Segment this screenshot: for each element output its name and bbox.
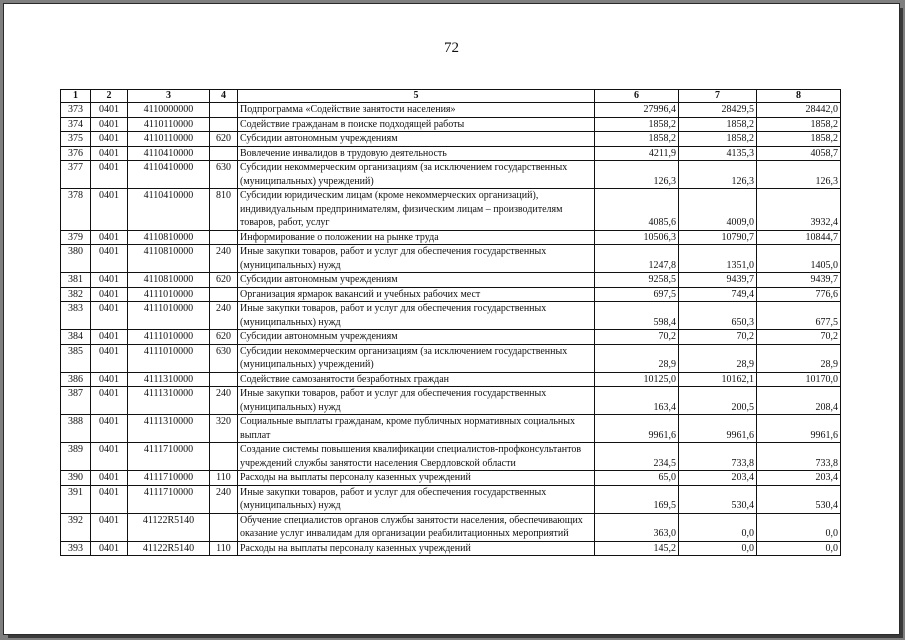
amount-year2-cell: 4009,0	[679, 189, 757, 231]
section-code-cell: 0401	[91, 117, 128, 132]
amount-year1-cell: 163,4	[595, 387, 679, 415]
target-article-cell: 4111710000	[128, 471, 210, 486]
table-row	[61, 132, 841, 147]
section-code-cell: 0401	[91, 415, 128, 443]
target-article-cell: 4111310000	[128, 387, 210, 415]
row-number-cell: 378	[61, 189, 91, 231]
section-code-cell: 0401	[91, 302, 128, 330]
description-cell: Субсидии юридическим лицам (кроме некоммерческих организаций), индивидуальным предпринимателям, физическим лицам – производителям товаров, работ, услуг	[238, 189, 595, 231]
row-number-cell: 383	[61, 302, 91, 330]
amount-year3-cell: 4058,7	[757, 146, 841, 161]
amount-year2-cell: 70,2	[679, 330, 757, 345]
target-article-cell: 4111010000	[128, 344, 210, 372]
target-article-cell: 4110110000	[128, 117, 210, 132]
section-code-cell: 0401	[91, 541, 128, 556]
row-number-cell: 381	[61, 273, 91, 288]
target-article-cell: 4110410000	[128, 146, 210, 161]
section-code-cell: 0401	[91, 230, 128, 245]
row-number-cell: 382	[61, 287, 91, 302]
amount-year3-cell: 28,9	[757, 344, 841, 372]
row-number-cell: 386	[61, 372, 91, 387]
amount-year2-cell: 0,0	[679, 513, 757, 541]
row-number-cell: 377	[61, 161, 91, 189]
amount-year2-cell: 10162,1	[679, 372, 757, 387]
description-cell: Субсидии автономным учреждениям	[238, 132, 595, 147]
section-code-cell: 0401	[91, 443, 128, 471]
page-number: 72	[444, 40, 459, 56]
row-number-cell: 393	[61, 541, 91, 556]
row-number-cell: 379	[61, 230, 91, 245]
table-row	[61, 146, 841, 161]
target-article-cell: 4110410000	[128, 189, 210, 231]
amount-year1-cell: 9258,5	[595, 273, 679, 288]
amount-year2-cell: 749,4	[679, 287, 757, 302]
header-cell-1: 1	[61, 90, 91, 103]
row-number-cell: 385	[61, 344, 91, 372]
amount-year3-cell: 70,2	[757, 330, 841, 345]
amount-year3-cell: 10170,0	[757, 372, 841, 387]
expense-type-cell	[210, 372, 238, 387]
table-row	[61, 245, 841, 273]
section-code-cell: 0401	[91, 330, 128, 345]
expense-type-cell: 620	[210, 330, 238, 345]
amount-year2-cell: 0,0	[679, 541, 757, 556]
amount-year1-cell: 1858,2	[595, 117, 679, 132]
target-article-cell: 4110410000	[128, 161, 210, 189]
expense-type-cell: 240	[210, 485, 238, 513]
expense-type-cell: 630	[210, 344, 238, 372]
amount-year3-cell: 776,6	[757, 287, 841, 302]
amount-year1-cell: 363,0	[595, 513, 679, 541]
header-cell-3: 3	[128, 90, 210, 103]
amount-year1-cell: 27996,4	[595, 103, 679, 118]
header-cell-5: 5	[238, 90, 595, 103]
target-article-cell: 41122R5140	[128, 541, 210, 556]
amount-year1-cell: 9961,6	[595, 415, 679, 443]
expense-type-cell: 320	[210, 415, 238, 443]
description-cell: Расходы на выплаты персоналу казенных учреждений	[238, 541, 595, 556]
row-number-cell: 373	[61, 103, 91, 118]
section-code-cell: 0401	[91, 132, 128, 147]
amount-year3-cell: 9439,7	[757, 273, 841, 288]
expense-type-cell: 620	[210, 273, 238, 288]
row-number-cell: 374	[61, 117, 91, 132]
row-number-cell: 392	[61, 513, 91, 541]
amount-year1-cell: 1858,2	[595, 132, 679, 147]
target-article-cell: 4111310000	[128, 415, 210, 443]
description-cell: Содействие самозанятости безработных граждан	[238, 372, 595, 387]
table-row	[61, 117, 841, 132]
expense-type-cell	[210, 443, 238, 471]
table-row	[61, 372, 841, 387]
budget-table	[60, 89, 841, 556]
header-row	[61, 90, 841, 103]
expense-type-cell: 240	[210, 302, 238, 330]
row-number-cell: 375	[61, 132, 91, 147]
amount-year3-cell: 10844,7	[757, 230, 841, 245]
table-row	[61, 513, 841, 541]
table-row	[61, 387, 841, 415]
amount-year1-cell: 65,0	[595, 471, 679, 486]
page-shadow-right	[900, 8, 903, 638]
amount-year3-cell: 1858,2	[757, 132, 841, 147]
expense-type-cell: 240	[210, 245, 238, 273]
expense-type-cell: 240	[210, 387, 238, 415]
amount-year2-cell: 9439,7	[679, 273, 757, 288]
row-number-cell: 390	[61, 471, 91, 486]
table-row	[61, 273, 841, 288]
row-number-cell: 384	[61, 330, 91, 345]
target-article-cell: 41122R5140	[128, 513, 210, 541]
expense-type-cell	[210, 287, 238, 302]
section-code-cell: 0401	[91, 245, 128, 273]
section-code-cell: 0401	[91, 344, 128, 372]
table-row	[61, 541, 841, 556]
row-number-cell: 387	[61, 387, 91, 415]
description-cell: Субсидии некоммерческим организациям (за исключением государственных (муниципальных) учреждений)	[238, 161, 595, 189]
section-code-cell: 0401	[91, 372, 128, 387]
amount-year3-cell: 1405,0	[757, 245, 841, 273]
amount-year2-cell: 126,3	[679, 161, 757, 189]
amount-year3-cell: 530,4	[757, 485, 841, 513]
table-row	[61, 415, 841, 443]
description-cell: Создание системы повышения квалификации специалистов-профконсультантов учреждений службы занятости населения Свердловской области	[238, 443, 595, 471]
table-row	[61, 471, 841, 486]
description-cell: Вовлечение инвалидов в трудовую деятельность	[238, 146, 595, 161]
amount-year3-cell: 1858,2	[757, 117, 841, 132]
amount-year3-cell: 9961,6	[757, 415, 841, 443]
row-number-cell: 380	[61, 245, 91, 273]
target-article-cell: 4110110000	[128, 132, 210, 147]
page-shadow-bottom	[8, 635, 903, 638]
amount-year3-cell: 126,3	[757, 161, 841, 189]
amount-year1-cell: 28,9	[595, 344, 679, 372]
amount-year2-cell: 10790,7	[679, 230, 757, 245]
amount-year1-cell: 234,5	[595, 443, 679, 471]
amount-year3-cell: 733,8	[757, 443, 841, 471]
amount-year2-cell: 203,4	[679, 471, 757, 486]
row-number-cell: 391	[61, 485, 91, 513]
header-cell-8: 8	[757, 90, 841, 103]
expense-type-cell: 630	[210, 161, 238, 189]
amount-year1-cell: 10125,0	[595, 372, 679, 387]
amount-year3-cell: 3932,4	[757, 189, 841, 231]
amount-year2-cell: 9961,6	[679, 415, 757, 443]
header-cell-4: 4	[210, 90, 238, 103]
row-number-cell: 389	[61, 443, 91, 471]
expense-type-cell	[210, 146, 238, 161]
amount-year1-cell: 598,4	[595, 302, 679, 330]
description-cell: Субсидии некоммерческим организациям (за исключением государственных (муниципальных) учреждений)	[238, 344, 595, 372]
expense-type-cell	[210, 230, 238, 245]
description-cell: Информирование о положении на рынке труда	[238, 230, 595, 245]
amount-year1-cell: 4211,9	[595, 146, 679, 161]
amount-year2-cell: 1858,2	[679, 132, 757, 147]
amount-year1-cell: 697,5	[595, 287, 679, 302]
description-cell: Организация ярмарок вакансий и учебных рабочих мест	[238, 287, 595, 302]
amount-year2-cell: 1858,2	[679, 117, 757, 132]
target-article-cell: 4111710000	[128, 443, 210, 471]
section-code-cell: 0401	[91, 471, 128, 486]
expense-type-cell	[210, 117, 238, 132]
table-row	[61, 443, 841, 471]
table-row	[61, 330, 841, 345]
table-row	[61, 230, 841, 245]
expense-type-cell	[210, 513, 238, 541]
amount-year3-cell: 28442,0	[757, 103, 841, 118]
section-code-cell: 0401	[91, 287, 128, 302]
amount-year3-cell: 203,4	[757, 471, 841, 486]
description-cell: Субсидии автономным учреждениям	[238, 330, 595, 345]
table-row	[61, 287, 841, 302]
amount-year1-cell: 145,2	[595, 541, 679, 556]
header-cell-6: 6	[595, 90, 679, 103]
description-cell: Подпрограмма «Содействие занятости населения»	[238, 103, 595, 118]
expense-type-cell	[210, 103, 238, 118]
section-code-cell: 0401	[91, 485, 128, 513]
amount-year3-cell: 0,0	[757, 541, 841, 556]
description-cell: Иные закупки товаров, работ и услуг для обеспечения государственных (муниципальных) нужд	[238, 302, 595, 330]
description-cell: Обучение специалистов органов службы занятости населения, обеспечивающих оказание услуг инвалидам для организации реабилитационных мероприятий	[238, 513, 595, 541]
amount-year1-cell: 70,2	[595, 330, 679, 345]
section-code-cell: 0401	[91, 146, 128, 161]
section-code-cell: 0401	[91, 273, 128, 288]
amount-year1-cell: 10506,3	[595, 230, 679, 245]
amount-year3-cell: 677,5	[757, 302, 841, 330]
table-row	[61, 302, 841, 330]
target-article-cell: 4110000000	[128, 103, 210, 118]
amount-year2-cell: 530,4	[679, 485, 757, 513]
amount-year2-cell: 733,8	[679, 443, 757, 471]
expense-type-cell: 110	[210, 471, 238, 486]
amount-year2-cell: 28,9	[679, 344, 757, 372]
amount-year2-cell: 1351,0	[679, 245, 757, 273]
amount-year1-cell: 1247,8	[595, 245, 679, 273]
table-row	[61, 103, 841, 118]
description-cell: Иные закупки товаров, работ и услуг для обеспечения государственных (муниципальных) нужд	[238, 245, 595, 273]
row-number-cell: 376	[61, 146, 91, 161]
description-cell: Иные закупки товаров, работ и услуг для обеспечения государственных (муниципальных) нужд	[238, 387, 595, 415]
section-code-cell: 0401	[91, 513, 128, 541]
amount-year2-cell: 650,3	[679, 302, 757, 330]
amount-year2-cell: 28429,5	[679, 103, 757, 118]
section-code-cell: 0401	[91, 189, 128, 231]
amount-year1-cell: 4085,6	[595, 189, 679, 231]
description-cell: Иные закупки товаров, работ и услуг для обеспечения государственных (муниципальных) нужд	[238, 485, 595, 513]
expense-type-cell: 810	[210, 189, 238, 231]
header-cell-7: 7	[679, 90, 757, 103]
section-code-cell: 0401	[91, 387, 128, 415]
target-article-cell: 4111010000	[128, 287, 210, 302]
header-cell-2: 2	[91, 90, 128, 103]
target-article-cell: 4110810000	[128, 273, 210, 288]
table-row	[61, 485, 841, 513]
description-cell: Социальные выплаты гражданам, кроме публичных нормативных социальных выплат	[238, 415, 595, 443]
amount-year3-cell: 208,4	[757, 387, 841, 415]
description-cell: Субсидии автономным учреждениям	[238, 273, 595, 288]
target-article-cell: 4110810000	[128, 245, 210, 273]
amount-year2-cell: 4135,3	[679, 146, 757, 161]
section-code-cell: 0401	[91, 161, 128, 189]
expense-type-cell: 110	[210, 541, 238, 556]
table-row	[61, 161, 841, 189]
target-article-cell: 4110810000	[128, 230, 210, 245]
target-article-cell: 4111010000	[128, 330, 210, 345]
target-article-cell: 4111710000	[128, 485, 210, 513]
target-article-cell: 4111010000	[128, 302, 210, 330]
amount-year1-cell: 126,3	[595, 161, 679, 189]
amount-year1-cell: 169,5	[595, 485, 679, 513]
target-article-cell: 4111310000	[128, 372, 210, 387]
table-row	[61, 344, 841, 372]
description-cell: Расходы на выплаты персоналу казенных учреждений	[238, 471, 595, 486]
row-number-cell: 388	[61, 415, 91, 443]
section-code-cell: 0401	[91, 103, 128, 118]
table-row	[61, 189, 841, 231]
expense-type-cell: 620	[210, 132, 238, 147]
amount-year2-cell: 200,5	[679, 387, 757, 415]
description-cell: Содействие гражданам в поиске подходящей работы	[238, 117, 595, 132]
amount-year3-cell: 0,0	[757, 513, 841, 541]
